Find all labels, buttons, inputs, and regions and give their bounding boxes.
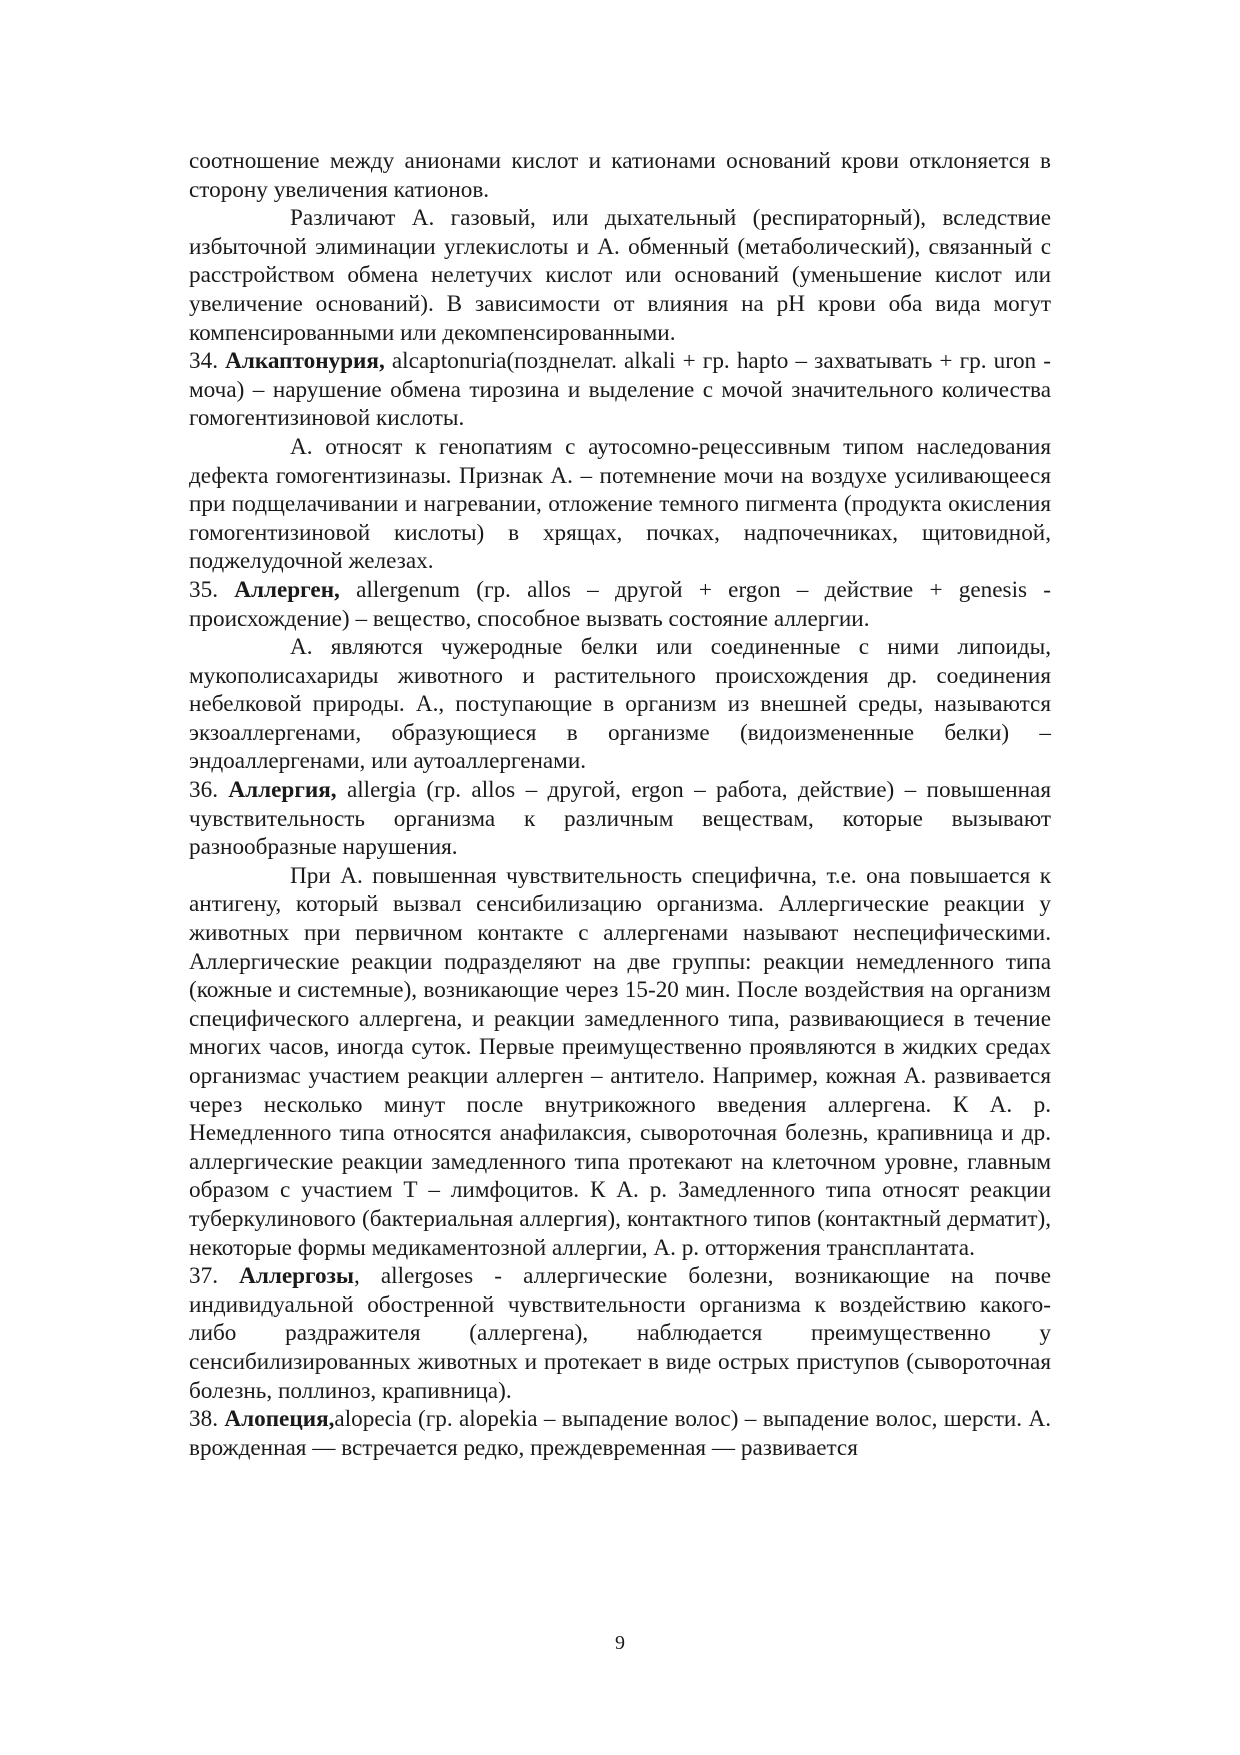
entry-definition: alcaptonuria(позднелат. alkali + гр. hapto – захватывать + гр. uron - моча) – нарушение обмена тирозина и выделение с мочой значительного количества гомогентизиновой кислоты. [189,348,1051,432]
dictionary-entry [189,347,1051,433]
entry-number: 34. [189,348,226,375]
page-number: 9 [615,1632,625,1654]
paragraph: Различают А. газовый, или дыхательный (респираторный), вследствие избыточной элиминации углекислоты и А. обменный (метаболический), связанный с расстройством обмена нелетучих кислот или оснований (уменьшение кислот или увеличение оснований). В зависимости от влияния на pH крови оба вида могут компенсированными или декомпенсированными. [189,205,1051,346]
entry-term: Аллергия, [228,777,337,804]
paragraph: А. относят к генопатиям с аутосомно-рецессивным типом наследования дефекта гомогентизиназы. Признак А. – потемнение мочи на воздухе усиливающееся при подщелачивании и нагревании, отложение темного пигмента (продукта окисления гомогентизиновой кислоты) в хрящах, почках, надпочечниках, щитовидной, поджелудочной железах. [189,433,1051,575]
entry-term: Аллергозы [239,1263,354,1290]
entry-term: Аллерген, [234,576,340,603]
entry-definition: allergenum (гр. allos – другой + ergon – действие + genesis - происхождение) – вещество, способное вызвать состояние аллергии. [189,576,1051,632]
entry-term: Алкаптонурия, [225,348,385,375]
dictionary-entry [189,776,1051,862]
paragraph: соотношение между анионами кислот и катионами оснований крови отклоняется в сторону увеличения катионов. [189,148,1051,203]
dictionary-entry [189,1262,1051,1405]
entry-number: 36. [189,777,229,804]
paragraph: А. являются чужеродные белки или соединенные с ними липоиды, мукополисахариды животного и растительного происхождения др. соединения небелковой природы. А., поступающие в организм из внешней среды, называются экзоаллергенами, образующиеся в организме (видоизмененные белки) – эндоаллергенами, или аутоаллергенами. [189,634,1051,775]
entry-number: 35. [189,576,235,603]
dictionary-entry [189,576,1051,633]
entry-number: 37. [189,1263,240,1290]
entry-term: Алопеция, [224,1406,335,1433]
dictionary-entry [189,1405,1051,1462]
entry-definition: alopecia (гр. alopekia – выпадение волос) – выпадение волос, шерсти. А. врожденная — встречается редко, преждевременная — развивается [189,1406,1052,1461]
entry-number: 38. [189,1406,225,1433]
entry-definition: allergia (гр. allos – другой, ergon – работа, действие) – повышенная чувствительность организма к различным веществам, которые вызывают разнообразные нарушения. [189,777,1052,861]
paragraph: При А. повышенная чувствительность специфична, т.е. она повышается к антигену, который вызвал сенсибилизацию организма. Аллергические реакции у животных при первичном контакте с аллергенами называют неспецифическими. Аллергические реакции подразделяют на две группы: реакции немедленного типа (кожные и системные), возникающие через 15-20 мин. После воздействия на организм специфического аллергена, и реакции замедленного типа, развивающиеся в течение многих часов, иногда суток. Первые преимущественно проявляются в жидких средах организмас участием реакции аллерген – антитело. Например, кожная А. развивается через несколько минут после внутрикожного введения аллергена. К А. р. Немедленного типа относятся анафилаксия, сывороточная болезнь, крапивница и др. аллергические реакции замедленного типа протекают на клеточном уровне, главным образом с участием Т – лимфоцитов. К А. р. Замедленного типа относят реакции туберкулинового (бактериальная аллергия), контактного типов (контактный дерматит), некоторые формы медикаментозной аллергии, А. р. отторжения трансплантата. [189,862,1051,1261]
page-body [189,147,1051,1462]
entry-definition: , allergoses - аллергические болезни, возникающие на почве индивидуальной обостренной чувствительности организма к воздействию какого-либо раздражителя (аллергена), наблюдается преимущественно у сенсибилизированных животных и протекает в виде острых приступов (сывороточная болезнь, поллиноз, крапивница). [189,1263,1051,1404]
